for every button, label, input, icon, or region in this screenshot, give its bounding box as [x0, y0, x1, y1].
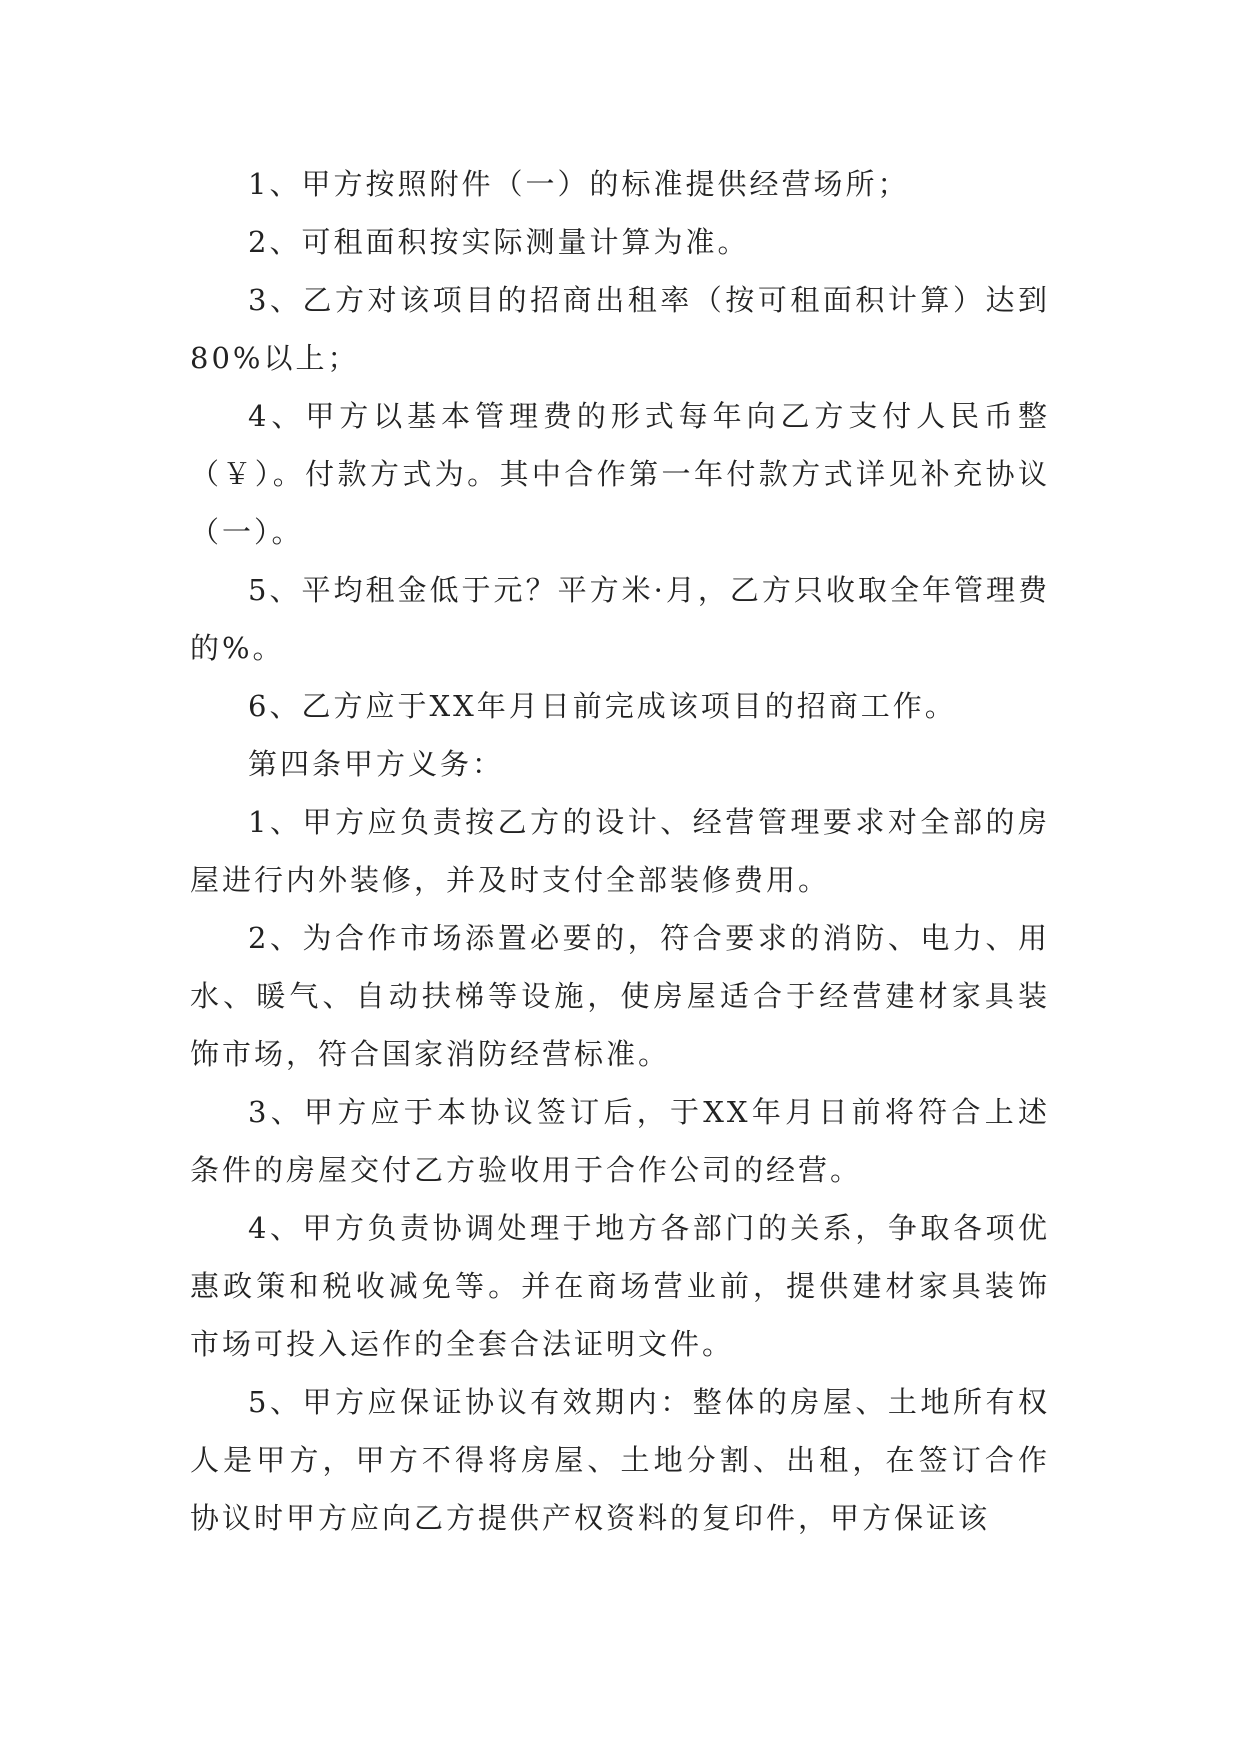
paragraph: 2、为合作市场添置必要的，符合要求的消防、电力、用水、暖气、自动扶梯等设施，使房屋适合于经营建材家具装饰市场，符合国家消防经营标准。 [190, 921, 1050, 1071]
paragraph: 3、甲方应于本协议签订后，于XX年月日前将符合上述条件的房屋交付乙方验收用于合作公司的经营。 [190, 1095, 1050, 1187]
paragraph: 5、甲方应保证协议有效期内：整体的房屋、土地所有权人是甲方，甲方不得将房屋、土地分割、出租，在签订合作协议时甲方应向乙方提供产权资料的复印件，甲方保证该 [190, 1385, 1050, 1535]
paragraph: 2、可租面积按实际测量计算为准。 [248, 225, 750, 259]
paragraph: 3、乙方对该项目的招商出租率（按可租面积计算）达到80%以上； [190, 283, 1050, 375]
paragraph: 4、甲方负责协调处理于地方各部门的关系，争取各项优惠政策和税收减免等。并在商场营业前，提供建材家具装饰市场可投入运作的全套合法证明文件。 [190, 1211, 1050, 1361]
paragraph: 1、甲方按照附件（一）的标准提供经营场所； [248, 167, 910, 201]
paragraph: 6、乙方应于XX年月日前完成该项目的招商工作。 [248, 689, 957, 723]
paragraph: 4、甲方以基本管理费的形式每年向乙方支付人民币整（￥）。付款方式为。其中合作第一年付款方式详见补充协议（一）。 [190, 399, 1050, 549]
document-body [190, 155, 1050, 1547]
section-heading: 第四条甲方义务： [248, 747, 505, 781]
paragraph: 1、甲方应负责按乙方的设计、经营管理要求对全部的房屋进行内外装修，并及时支付全部装修费用。 [190, 805, 1050, 897]
paragraph: 5、平均租金低于元？平方米·月，乙方只收取全年管理费的%。 [190, 573, 1050, 665]
